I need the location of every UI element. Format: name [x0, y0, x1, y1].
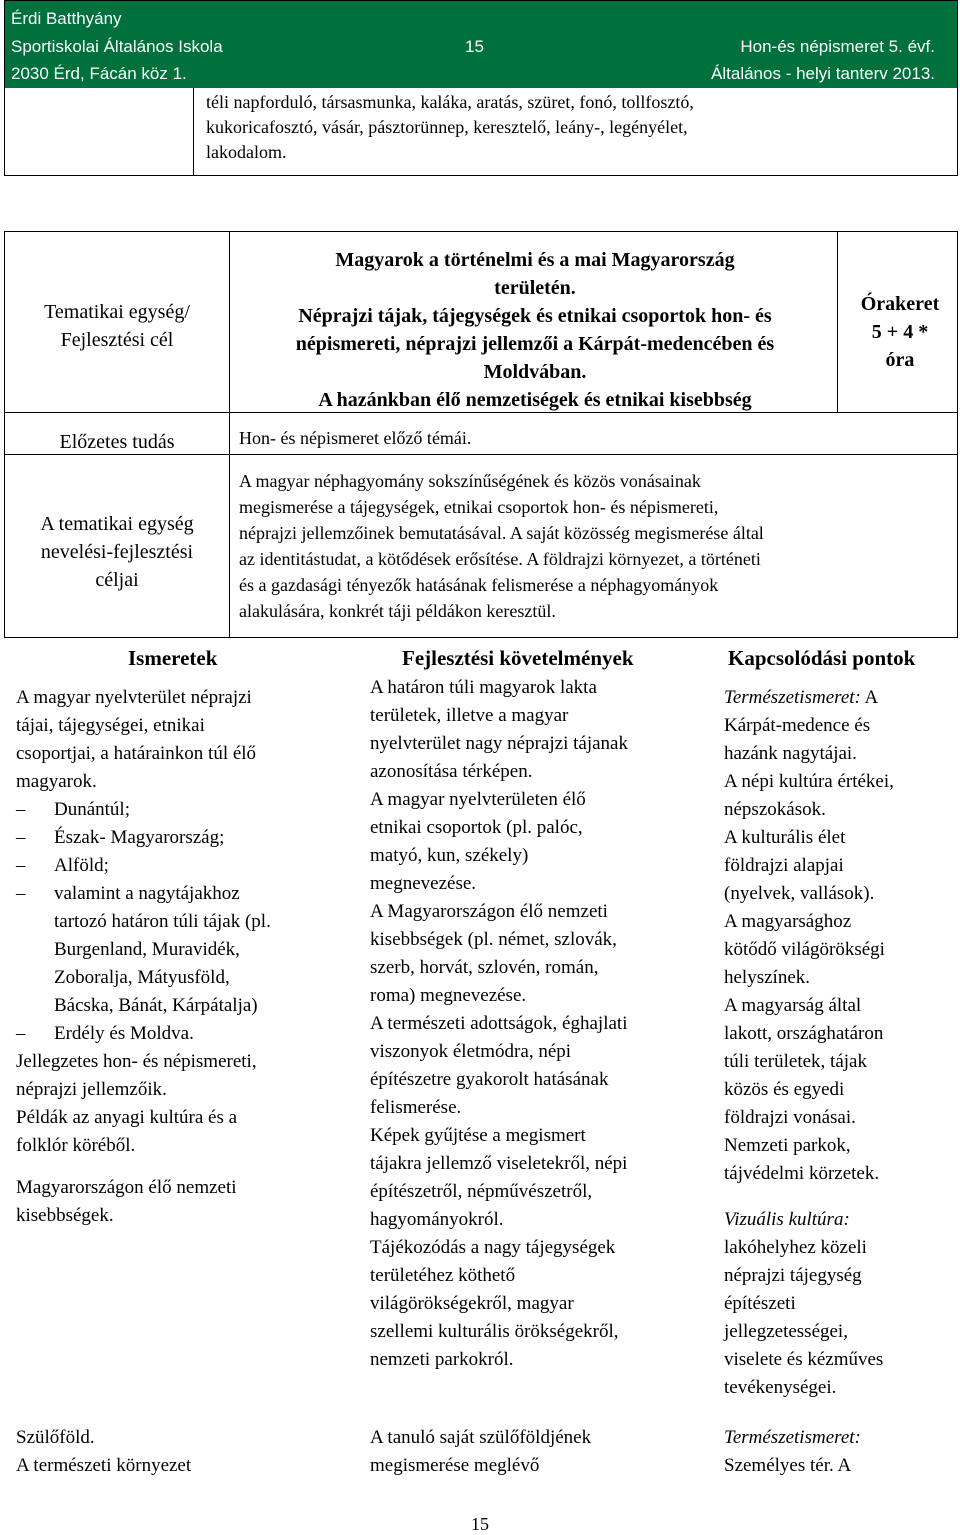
orakeret-cell: Órakeret 5 + 4 * óra [860, 293, 940, 371]
subject-label: Természetismeret: [724, 687, 861, 708]
unit-title: Magyarok a történelmi és a mai Magyarország területén. Néprajzi tájak, tájegységek és etnikai csoportok hon- és népismereti, néprajzi jellemzői a Kárpát-medencében és Moldvában. A hazánkban élő nemzetiségek és etnikai kisebbség [295, 249, 775, 411]
page-number: 15 [471, 1514, 489, 1534]
ismeretek-column: A magyar nyelvterület néprajzi tájai, tájegységei, etnikai csoportjai, a határainkon túl élő magyarok. – Dunántúl; – Észak- Magyarország; – Alföld; – valamint a nagytájakhoz tartozó határon túli tájak (pl. Burgenland, Muravidék, Zoboralja, Mátyusföld, Bácska, Bánát, Kárpátalja) – Erdély és Moldva. Jellegzetes hon- és népismereti, néprajzi jellemzőik. Példák az anyagi kultúra és a folklór köréből. Magyarországon élő nemzeti kisebbségek. [16, 684, 356, 1230]
bottom-right-cell: Természetismeret: Személyes tér. A [724, 1427, 861, 1476]
unit-table [4, 231, 958, 638]
text-line: lakodalom. [206, 142, 287, 162]
head-fejlesztesi: Fejlesztési követelmények [402, 646, 634, 670]
label-celjai: A tematikai egység nevelési-fejlesztési céljai [40, 513, 194, 591]
school-type: Sportiskolai Általános Iskola [11, 37, 223, 56]
list-item: – Dunántúl; [16, 799, 130, 820]
subject-label: Vizuális kultúra: [724, 1209, 850, 1230]
curriculum-label: Általános - helyi tanterv 2013. [711, 64, 935, 83]
bottom-left-cell: Szülőföld. A természeti környezet [16, 1427, 192, 1476]
label-elozetes-tudas: Előzetes tudás [59, 431, 175, 453]
head-kapcsolodasi: Kapcsolódási pontok [728, 646, 916, 670]
label-tematikai-egyseg: Tematikai egység/ Fejlesztési cél [44, 301, 190, 351]
page-header [4, 0, 958, 88]
school-address: 2030 Érd, Fácán köz 1. [11, 64, 187, 83]
list-item: – Észak- Magyarország; [16, 827, 225, 848]
list-item: – Alföld; [16, 855, 109, 876]
list-item: – valamint a nagytájakhoz tartozó határon túli tájak (pl. Burgenland, Muravidék, Zoboralja, Mátyusföld, Bácska, Bánát, Kárpátalja) [16, 883, 271, 1016]
head-ismeretek: Ismeretek [128, 646, 218, 670]
header-page-number: 15 [465, 37, 484, 56]
fejlesztesi-column: A határon túli magyarok lakta területek, illetve a magyar nyelvterület nagy néprajzi tájanak azonosítása térképen. A magyar nyelvterületen élő etnikai csoportok (pl. palóc, matyó, kun, székely) megnevezése. A Magyarországon élő nemzeti kisebbségek (pl. német, szlovák, szerb, horvát, szlovén, román, roma) megnevezése. A természeti adottságok, éghajlati viszonyok életmódra, népi építészetre gyakorolt hatásának felismerése. Képek gyűjtése a megismert tájakra jellemző viseletekről, népi építészetről, népművészetről, hagyományokról. Tájékozódás a nagy tájegységek területéhez köthető világörökségekről, magyar szellemi kulturális örökségekről, nemzeti parkokról. [370, 677, 628, 1370]
school-name: Érdi Batthyány [11, 9, 122, 28]
prior-knowledge-text: Hon- és népismeret előző témái. [239, 428, 472, 448]
list-item: – Erdély és Moldva. [16, 1023, 194, 1044]
column-divider [837, 232, 838, 412]
continued-content-box [4, 88, 958, 176]
column-headers [4, 646, 958, 676]
goals-text: A magyar néphagyomány sokszínűségének és közös vonásainak megismerése a tájegységek, etnikai csoportok hon- és népismereti, néprajzi jellemzőinek bemutatásával. A saját közösség megismerése által az identitástudat, a kötődések erősítése. A földrajzi környezet, a történeti és a gazdasági tényezők hatásának felismerése a néphagyományok alakulására, konkrét táji példákon keresztül. [239, 471, 764, 621]
bottom-middle-cell: A tanuló saját szülőföldjének megismerése meglévő [370, 1427, 592, 1476]
text-line: téli napforduló, társasmunka, kaláka, aratás, szüret, fonó, tollfosztó, [206, 92, 694, 112]
continued-text [206, 90, 946, 165]
continued-content-cell [193, 88, 959, 175]
kapcsolodasi-column: Természetismeret: A Kárpát-medence és hazánk nagytájai. A népi kultúra értékei, népszokások. A kulturális élet földrajzi alapjai (nyelvek, vallások). A magyarsághoz kötődő világörökségi helyszínek. A magyarság által lakott, országhatáron túli területek, tájak közös és egyedi földrajzi vonásai. Nemzeti parkok, tájvédelmi körzetek. Vizuális kultúra: lakóhelyhez közeli néprajzi tájegység építészeti jellegzetességei, viselete és kézműves tevékenységei. [724, 684, 954, 1402]
subject-title: Hon-és népismeret 5. évf. [740, 37, 935, 56]
column-divider [229, 232, 230, 637]
text-line: kukoricafosztó, vásár, pásztorünnep, keresztelő, leány-, legényélet, [206, 117, 688, 137]
